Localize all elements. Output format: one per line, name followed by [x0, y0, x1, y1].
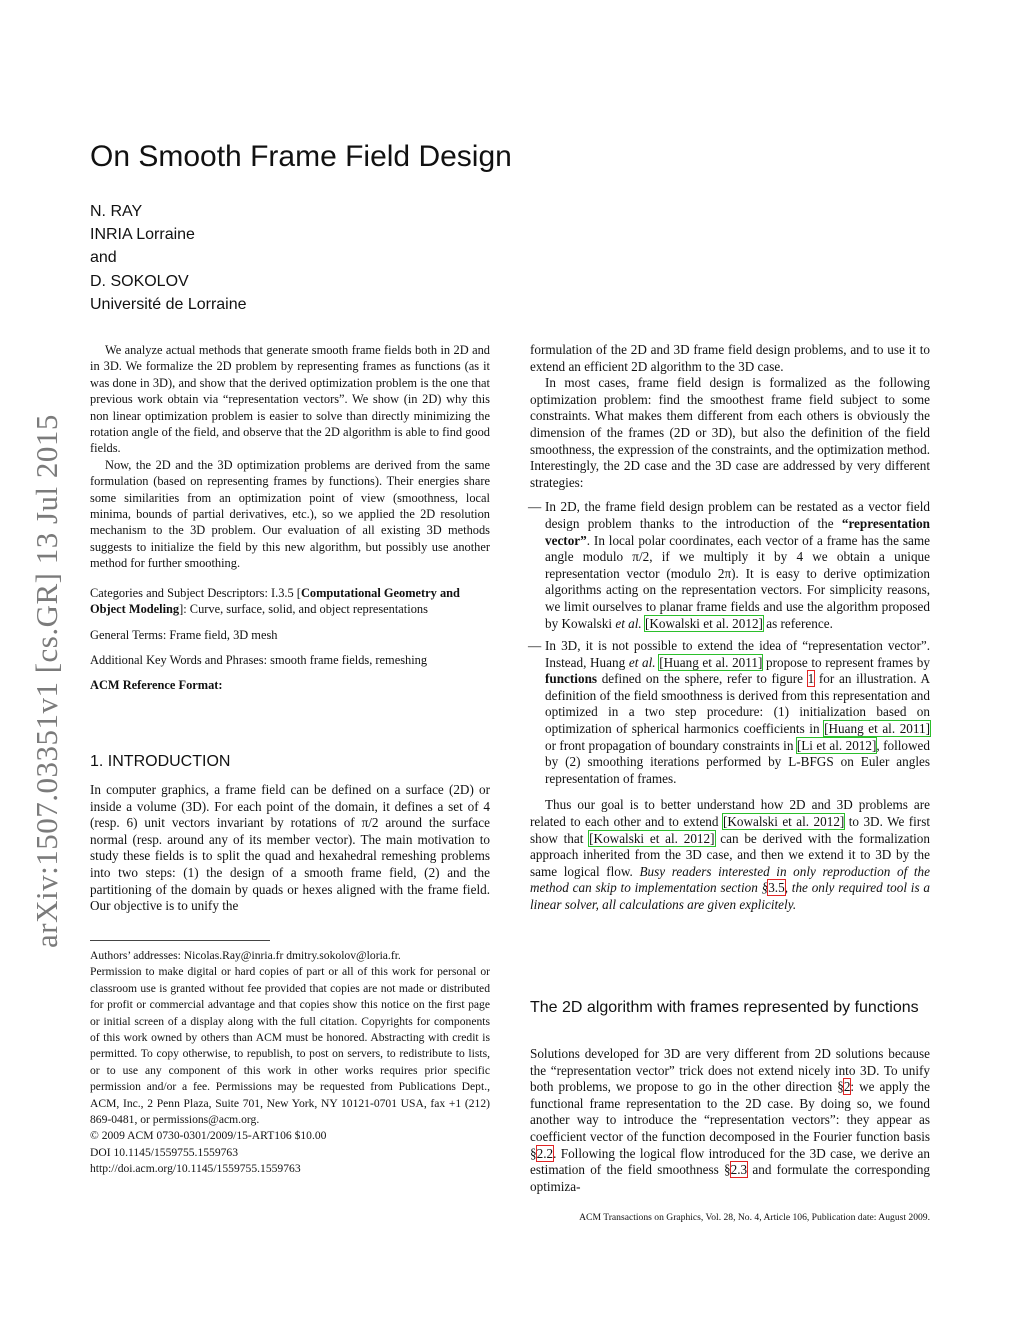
- journal-footer: ACM Transactions on Graphics, Vol. 28, No. 4, Article 106, Publication date: August 2009.: [579, 1212, 930, 1223]
- abstract-paragraph-1: We analyze actual methods that generate smooth frame fields both in 2D and in 3D. We formalize the 2D problem by representing frames as functions (as it was done in 3D), and show that the derived optimization problem is the one that previous work obtain via “representation vectors”. We show (in 2D) why this non linear optimization problem is easier to solve than directly minimizing the rotation angle of the field, and observe that the 2D algorithm is able to find good fields.: [90, 343, 490, 456]
- author-1-affiliation: INRIA Lorraine: [90, 226, 195, 244]
- section-reference-link[interactable]: 2: [843, 1079, 851, 1095]
- section-reference-link[interactable]: 2.3: [730, 1162, 748, 1178]
- figure-reference-link[interactable]: 1: [807, 671, 815, 687]
- section-2d-paragraph: Solutions developed for 3D are very different from 2D solutions because the “representation vector” trick does not extend nicely into 3D. To unify both problems, we propose to go in the other direction §2: we apply the functional frame representation to the 2D case. By doing so, we found another way to introduce the “representation vectors”: they appear as coefficient vector of the function decomposed in the Fourier function basis §2.2. Following the logical flow introduced for the 3D case, we derive an estimation of the field smoothness §2.3 and formulate the corresponding optimiza-: [530, 1046, 931, 1194]
- abstract: [90, 342, 490, 572]
- author-block: [90, 200, 247, 316]
- footnote: [90, 948, 490, 1178]
- doi-line: DOI 10.1145/1559755.1559763: [90, 1145, 239, 1159]
- author-1-name: N. RAY: [90, 203, 143, 220]
- keywords: Additional Key Words and Phrases: smooth frame fields, remeshing: [90, 653, 428, 667]
- footnote-divider: [90, 940, 270, 941]
- right-paragraph-3: Thus our goal is to better understand how 2D and 3D problems are related to each other and to extend [Kowalski et al. 2012] to 3D. We first show that [Kowalski et al. 2012] can be derived with the formalization approach inherited from the 3D case, and then we extend it to 3D by the same logical flow. Busy readers interested in only reproduction of the method can skip to implementation section §3.5, the only required tool is a linear solver, all calculations are given explicitely.: [530, 797, 930, 912]
- strategy-list: [530, 499, 930, 787]
- right-paragraph-2: In most cases, frame field design is formalized as the following optimization problem: find the smoothest frame field subject to some constraints. What makes them different from each others is obviously the dimension of the frames (2D or 3D), but also the definition of the field smoothness, the expression of the constraints, and the optimization method. Interestingly, the 2D case and the 3D case are addressed by very different strategies:: [530, 375, 930, 490]
- intro-heading: 1. INTRODUCTION: [90, 753, 231, 770]
- list-item-3d: — In 3D, it is not possible to extend the idea of “representation vector”. Instead, Huang et al. [Huang et al. 2011] propose to represent frames by functions defined on the sphere, refer to figure 1 for an illustration. A definition of the field smoothness is derived from this representation and optimized in a two step procedure: (1) initialization based on optimization of spherical harmonics coefficients in [Huang et al. 2011] or front propagation of boundary constraints in [Li et al. 2012], followed by (2) smoothing iterations performed by L-BFGS on Euler angles representation of frames.: [528, 638, 931, 786]
- section-reference-link[interactable]: 3.5: [768, 880, 785, 896]
- acm-reference-format: ACM Reference Format:: [90, 678, 223, 692]
- right-column: [530, 342, 930, 914]
- categories-bold: Computational Geometry and Object Modeling: [90, 586, 460, 617]
- citation-link[interactable]: [Kowalski et al. 2012]: [645, 615, 763, 631]
- citation-link[interactable]: [Kowalski et al. 2012]: [589, 830, 715, 846]
- citation-link[interactable]: [Huang et al. 2011]: [659, 654, 763, 670]
- author-2-name: D. SOKOLOV: [90, 272, 189, 290]
- intro-paragraph: In computer graphics, a frame field can be defined on a surface (2D) or inside a volume (3D). For each point of the domain, it defines a set of 4 (resp. 6) unit vectors invariant by rotations of π/2 around the surface normal (resp. around any of its member vector). The main motivation to study these fields is to split the quad and hexahedral remeshing problems into two steps: (1) the design of a smooth frame field, (2) and the partitioning of the domain by quads or hexes aligned with the frame field. Our objective is to unify the: [90, 782, 490, 914]
- section-reference-link[interactable]: 2.2: [536, 1145, 554, 1161]
- general-terms: General Terms: Frame field, 3D mesh: [90, 628, 278, 642]
- arxiv-stamp: arXiv:1507.03351v1 [cs.GR] 13 Jul 2015: [29, 414, 64, 948]
- author-conjunction: and: [90, 249, 117, 267]
- citation-link[interactable]: [Li et al. 2012]: [796, 737, 877, 753]
- citation-link[interactable]: [Huang et al. 2011]: [824, 721, 930, 737]
- copyright-line: © 2009 ACM 0730-0301/2009/15-ART106 $10.00: [90, 1129, 327, 1143]
- abstract-paragraph-2: Now, the 2D and the 3D optimization problems are derived from the same formulation (based on representing frames by functions). Their energies share some similarities from an optimization point of view (smoothness, local minima, bounds of partial derivatives, etc.), so we applied the 2D resolution mechanism to the 3D problem. Our evaluation of all existing 3D methods suggests to initialize the field by this new algorithm, but possibly use another method for further smoothing.: [90, 457, 490, 571]
- doi-url[interactable]: http://doi.acm.org/10.1145/1559755.1559763: [90, 1162, 301, 1176]
- author-2-affiliation: Université de Lorraine: [90, 295, 247, 313]
- author-addresses: Authors’ addresses: Nicolas.Ray@inria.fr dmitry.sokolov@loria.fr.: [90, 949, 401, 962]
- list-item-2d: — In 2D, the frame field design problem can be restated as a vector field design problem thanks to the introduction of the “representation vector”. In local polar coordinates, each vector of a frame has the same angle modulo π/2, if we multiply it by 4 we obtain a unique representation vector (modulo 2π). It is easy to derive optimization algorithms acting on the representation vectors. For simplicity reasons, we limit ourselves to planar frame fields and use the algorithm proposed by Kowalski et al. [Kowalski et al. 2012] as reference.: [528, 499, 930, 631]
- permission-notice: Permission to make digital or hard copies of part or all of this work for personal or classroom use is granted without fee provided that copies are not made or distributed for profit or commercial advantage and that copies show this notice on the first page or initial screen of a display along with the full citation. Copyrights for components of this work owned by others than ACM must be honored. Abstracting with credit is permitted. To copy otherwise, to republish, to post on servers, to redistribute to lists, or to use any component of this work in other works requires prior specific permission and/or a fee. Permissions may be requested from Publications Dept., ACM, Inc., 2 Penn Plaza, Suite 701, New York, NY 10121-0701 USA, fax +1 (212) 869-0481, or permissions@acm.org.: [90, 965, 490, 1127]
- citation-link[interactable]: [Kowalski et al. 2012]: [722, 814, 845, 830]
- section-heading-2d: The 2D algorithm with frames represented by functions: [530, 999, 919, 1016]
- right-paragraph-1: formulation of the 2D and 3D frame field design problems, and to use it to extend an efficient 2D algorithm to the 3D case.: [530, 342, 930, 374]
- paper-title: On Smooth Frame Field Design: [90, 140, 512, 173]
- categories-descriptors: Categories and Subject Descriptors: I.3.5 [Computational Geometry and Object Modeling]: Curve, surface, solid, and object representations: [90, 586, 460, 617]
